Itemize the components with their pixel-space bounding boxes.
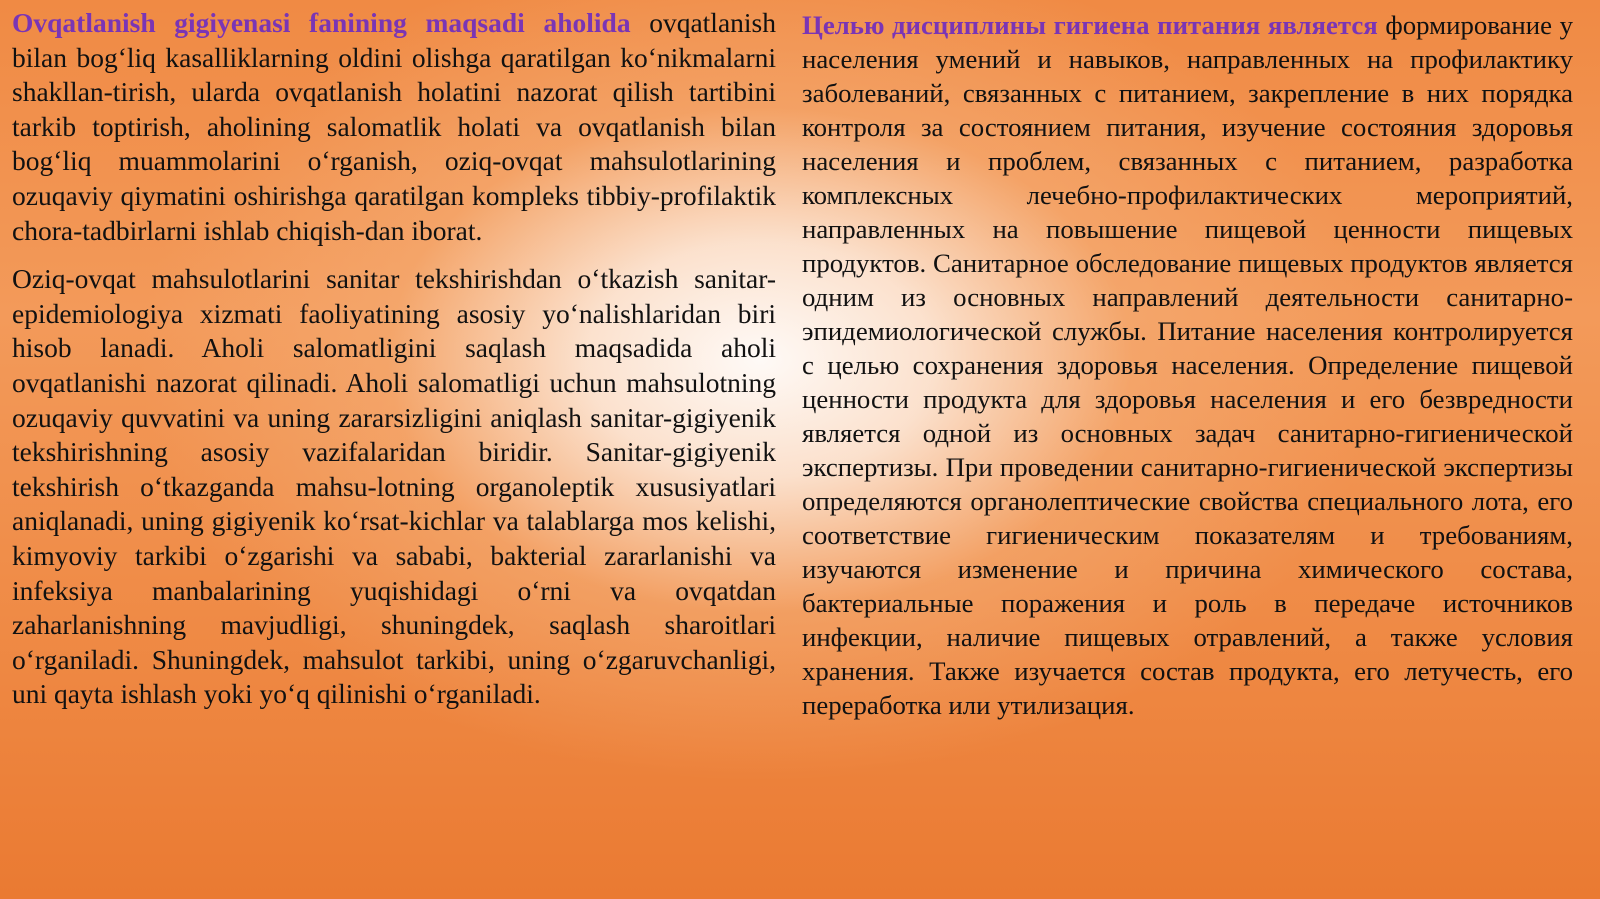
uzbek-paragraph-2: Oziq-ovqat mahsulotlarini sanitar tekshirishdan o‘tkazish sanitar-epidemiologiya xizmati faoliyatining asosiy yo‘nalishlaridan biri hisob lanadi. Aholi salomatligini saqlash maqsadida aholi ovqatlanishi nazorat qilinadi. Aholi salomatligi uchun mahsulotning ozuqaviy quvvatini va uning zararsizligini aniqlash sanitar-gigiyenik tekshirishning asosiy vazifalaridan biridir. Sanitar-gigiyenik tekshirish o‘tkazganda mahsu-lotning organoleptik xususiyatlari aniqlanadi, uning gigiyenik ko‘rsat-kichlar va talablarga mos kelishi, kimyoviy tarkibi o‘zgarishi va sababi, bakterial zararlanishi va infeksiya manbalarining yuqishidagi o‘rni va ovqatdan zaharlanishning mavjudligi, shuningdek, saqlash sharoitlari o‘rganiladi. Shuningdek, mahsulot tarkibi, uning o‘zgaruvchanligi, uni qayta ishlash yoki yo‘q qilinishi o‘rganiladi.: [12, 263, 776, 710]
uzbek-paragraph-1-body: ovqatlanish bilan bog‘liq kasalliklarning oldini olishga qaratilgan ko‘nikmalarni shakllan-tirish, ularda ovqatlanish holatini nazorat qilish tartibini tarkib toptirish, aholining salomatlik holati va ovqatlanish bilan bog‘liq muammolarini o‘rganish, oziq-ovqat mahsulotlarining ozuqaviy qiymatini oshirishga qaratilgan kompleks tibbiy-profilaktik chora-tadbirlarni ishlab chiqish-dan iborat.: [12, 7, 776, 246]
uzbek-paragraph-1: [12, 6, 776, 248]
russian-text-column: [802, 8, 1573, 722]
uzbek-text-column: [12, 6, 776, 712]
uzbek-highlighted-lead: Ovqatlanish gigiyenasi fanining maqsadi aholida: [12, 7, 631, 38]
russian-paragraph-1-body: формирование у населения умений и навыков, направленных на профилактику заболеваний, связанных с питанием, закрепление в них порядка контроля за состоянием питания, изучение состояния здоровья населения и проблем, связанных с питанием, разработка комплексных лечебно-профилактических мероприятий, направленных на повышение пищевой ценности пищевых продуктов. Санитарное обследование пищевых продуктов является одним из основных направлений деятельности санитарно-эпидемиологической службы. Питание населения контролируется с целью сохранения здоровья населения. Определение пищевой ценности продукта для здоровья населения и его безвредности является одной из основных задач санитарно-гигиенической экспертизы. При проведении санитарно-гигиенической экспертизы определяются органолептические свойства специального лота, его соответствие гигиеническим показателям и требованиям, изучаются изменение и причина химического состава, бактериальные поражения и роль в передаче источников инфекции, наличие пищевых отравлений, а также условия хранения. Также изучается состав продукта, его летучесть, его переработка или утилизация.: [802, 10, 1573, 720]
russian-paragraph-1: [802, 8, 1573, 722]
russian-highlighted-lead: Целью дисциплины гигиена питания является: [802, 10, 1378, 40]
